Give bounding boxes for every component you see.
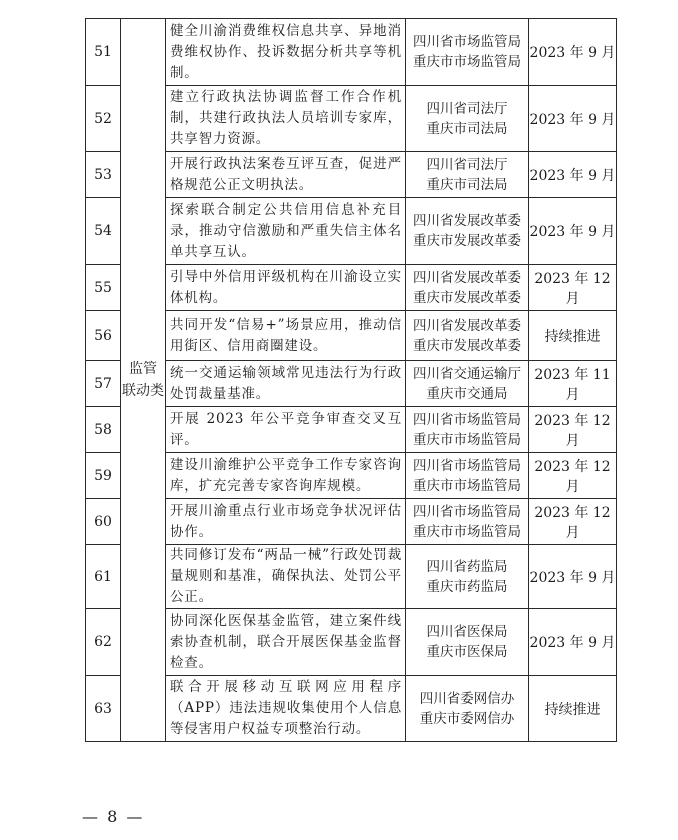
department-cell xyxy=(406,609,529,676)
category-cell xyxy=(121,19,166,742)
task-table xyxy=(85,18,617,742)
department-sichuan: 四川省发展改革委 xyxy=(413,269,521,286)
task-description: 开展川渝重点行业市场竞争状况评估协作。 xyxy=(166,499,406,545)
deadline: 2023 年 9 月 xyxy=(529,86,617,152)
department-chongqing: 重庆市发展改革委 xyxy=(413,233,521,249)
department-sichuan: 四川省药监局 xyxy=(426,558,508,575)
task-description: 建设川渝维护公平竞争工作专家咨询库，扩充完善专家咨询库规模。 xyxy=(166,453,406,499)
category-line: 联动类 xyxy=(122,383,164,399)
department-cell xyxy=(406,19,529,86)
deadline: 2023 年 12 月 xyxy=(529,407,617,453)
row-number: 54 xyxy=(86,198,121,265)
row-number: 55 xyxy=(86,265,121,311)
department-cell xyxy=(406,453,529,499)
department-chongqing: 重庆市市场监管局 xyxy=(413,477,521,494)
task-description: 协同深化医保基金监管，建立案件线索协查机制，联合开展医保基金监督检查。 xyxy=(166,609,406,676)
department-chongqing: 重庆市医保局 xyxy=(426,644,508,660)
page-number: — 8 — xyxy=(82,807,145,826)
department-cell xyxy=(406,311,529,361)
department-sichuan: 四川省市场监管局 xyxy=(413,34,521,50)
task-description: 共同开发“信易+”场景应用，推动信用街区、信用商圈建设。 xyxy=(166,311,406,361)
table-row xyxy=(86,361,617,407)
row-number: 59 xyxy=(86,453,121,499)
department-cell xyxy=(406,676,529,742)
department-cell xyxy=(406,545,529,609)
table-row xyxy=(86,86,617,152)
deadline: 2023 年 9 月 xyxy=(529,609,617,676)
department-chongqing: 重庆市交通局 xyxy=(426,385,508,402)
task-description: 共同修订发布“两品一械”行政处罚裁量规则和基准，确保执法、处罚公平公正。 xyxy=(166,545,406,609)
department-chongqing: 重庆市司法局 xyxy=(426,120,508,137)
deadline: 2023 年 9 月 xyxy=(529,198,617,265)
deadline: 2023 年 9 月 xyxy=(529,19,617,86)
department-sichuan: 四川省市场监管局 xyxy=(413,457,521,474)
deadline: 持续推进 xyxy=(529,311,617,361)
category-line: 监管 xyxy=(129,361,157,377)
table-row xyxy=(86,676,617,742)
department-sichuan: 四川省市场监管局 xyxy=(413,503,521,520)
task-description: 联合开展移动互联网应用程序（APP）违法违规收集使用个人信息等侵害用户权益专项整治行动。 xyxy=(166,676,406,742)
department-cell xyxy=(406,86,529,152)
row-number: 60 xyxy=(86,499,121,545)
department-sichuan: 四川省市场监管局 xyxy=(413,411,521,428)
row-number: 61 xyxy=(86,545,121,609)
table-row xyxy=(86,198,617,265)
department-chongqing: 重庆市药监局 xyxy=(426,578,508,595)
row-number: 52 xyxy=(86,86,121,152)
task-description: 开展行政执法案卷互评互查，促进严格规范公正文明执法。 xyxy=(166,152,406,198)
department-cell xyxy=(406,499,529,545)
department-chongqing: 重庆市委网信办 xyxy=(419,710,515,727)
department-cell xyxy=(406,407,529,453)
deadline: 2023 年 12 月 xyxy=(529,499,617,545)
table-row xyxy=(86,265,617,311)
table-row xyxy=(86,609,617,676)
task-description: 健全川渝消费维权信息共享、异地消费维权协作、投诉数据分析共享等机制。 xyxy=(166,19,406,86)
department-sichuan: 四川省委网信办 xyxy=(419,690,515,707)
table-row xyxy=(86,453,617,499)
deadline: 2023 年 9 月 xyxy=(529,545,617,609)
table-row xyxy=(86,19,617,86)
department-cell xyxy=(406,198,529,265)
department-chongqing: 重庆市市场监管局 xyxy=(413,431,521,448)
row-number: 51 xyxy=(86,19,121,86)
task-description: 统一交通运输领域常见违法行为行政处罚裁量基准。 xyxy=(166,361,406,407)
department-sichuan: 四川省发展改革委 xyxy=(413,213,521,229)
task-description: 探索联合制定公共信用信息补充目录，推动守信激励和严重失信主体名单共享互认。 xyxy=(166,198,406,265)
department-chongqing: 重庆市发展改革委 xyxy=(413,337,521,354)
department-chongqing: 重庆市市场监管局 xyxy=(413,54,521,70)
row-number: 53 xyxy=(86,152,121,198)
row-number: 58 xyxy=(86,407,121,453)
deadline: 2023 年 9 月 xyxy=(529,152,617,198)
row-number: 63 xyxy=(86,676,121,742)
department-chongqing: 重庆市发展改革委 xyxy=(413,289,521,306)
department-sichuan: 四川省发展改革委 xyxy=(413,317,521,334)
department-sichuan: 四川省医保局 xyxy=(426,624,508,640)
task-description: 建立行政执法协调监督工作合作机制，共建行政执法人员培训专家库，共享智力资源。 xyxy=(166,86,406,152)
deadline: 2023 年 11 月 xyxy=(529,361,617,407)
deadline: 2023 年 12 月 xyxy=(529,453,617,499)
row-number: 62 xyxy=(86,609,121,676)
table-row xyxy=(86,499,617,545)
task-description: 开展 2023 年公平竞争审查交叉互评。 xyxy=(166,407,406,453)
department-sichuan: 四川省司法厅 xyxy=(426,100,508,117)
deadline: 2023 年 12 月 xyxy=(529,265,617,311)
department-chongqing: 重庆市市场监管局 xyxy=(413,523,521,540)
department-cell xyxy=(406,152,529,198)
department-chongqing: 重庆市司法局 xyxy=(426,176,508,193)
table-row xyxy=(86,152,617,198)
table-row xyxy=(86,311,617,361)
department-cell xyxy=(406,361,529,407)
table-row xyxy=(86,545,617,609)
table-row xyxy=(86,407,617,453)
task-description: 引导中外信用评级机构在川渝设立实体机构。 xyxy=(166,265,406,311)
deadline: 持续推进 xyxy=(529,676,617,742)
department-sichuan: 四川省交通运输厅 xyxy=(413,365,521,382)
department-cell xyxy=(406,265,529,311)
row-number: 56 xyxy=(86,311,121,361)
row-number: 57 xyxy=(86,361,121,407)
department-sichuan: 四川省司法厅 xyxy=(426,156,508,173)
